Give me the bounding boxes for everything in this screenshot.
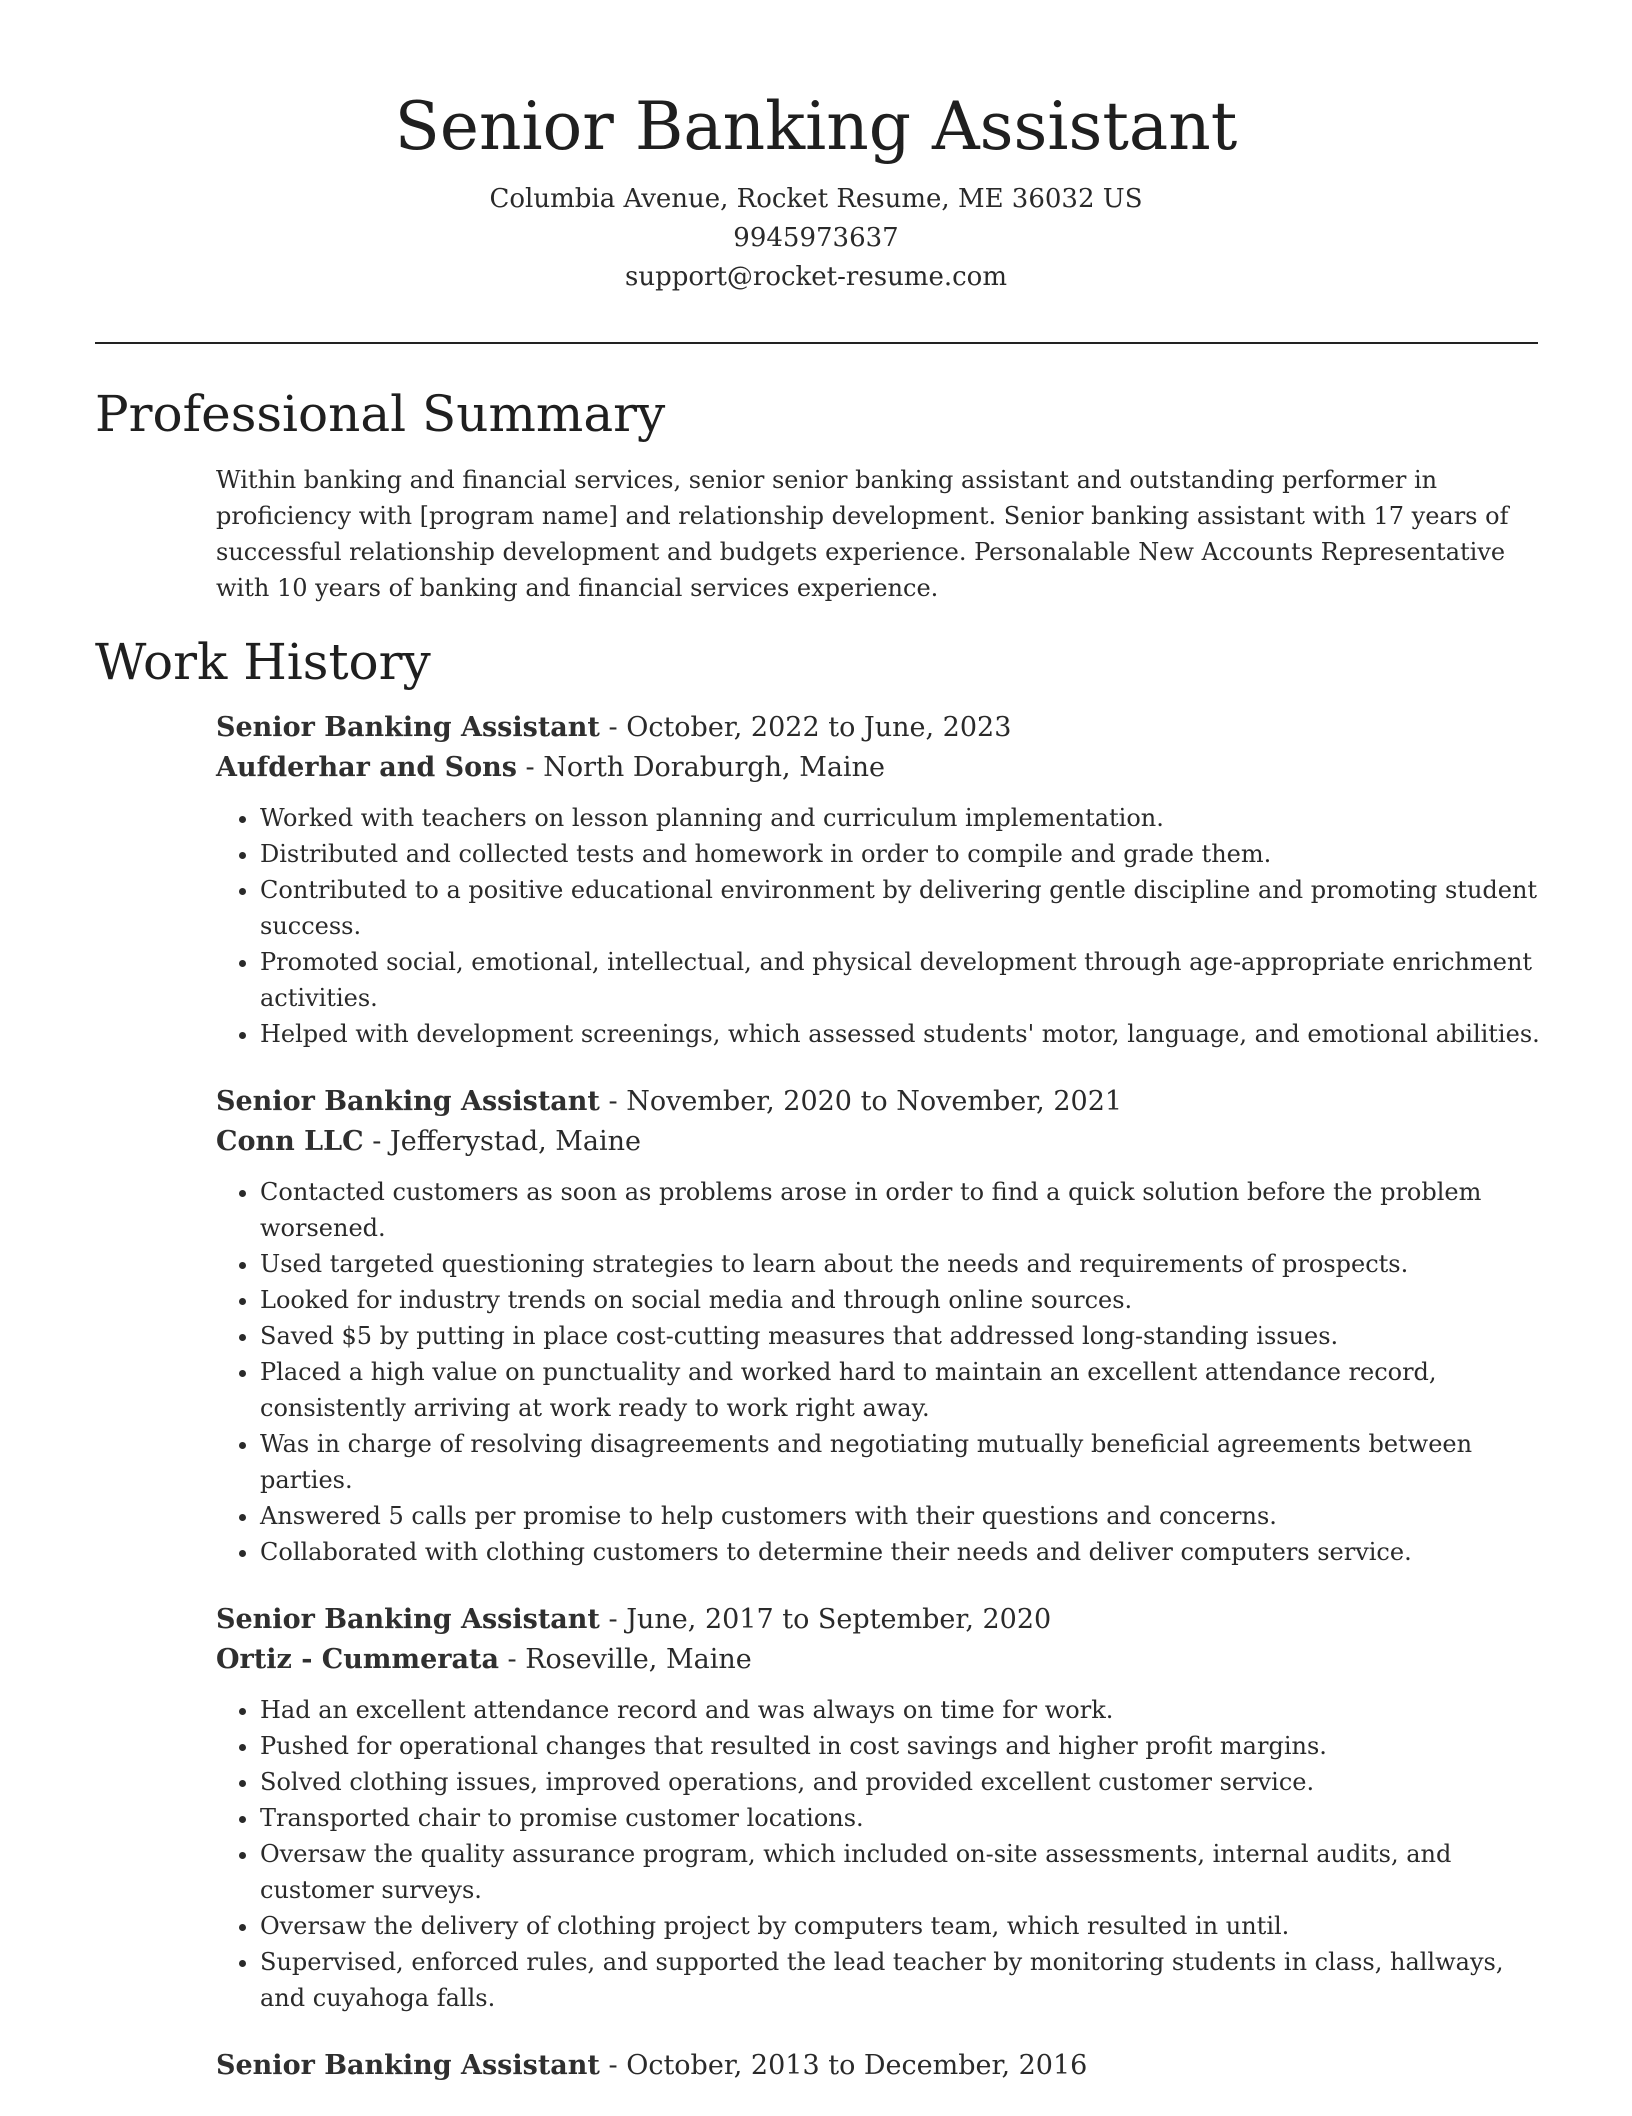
summary-heading: Professional Summary <box>95 385 666 443</box>
job-bullet: • Used targeted questioning strategies to learn about the needs and requirements of prospects. <box>260 1246 1546 1282</box>
job-company-line <box>216 1640 1546 1680</box>
job-entry <box>216 1082 1546 1570</box>
job-bullet: • Contributed to a positive educational environment by delivering gentle discipline and promoting student success. <box>260 872 1546 944</box>
contact-info <box>0 180 1632 297</box>
job-bullet: • Oversaw the quality assurance program, which included on-site assessments, internal audits, and customer surveys. <box>260 1836 1546 1908</box>
job-bullet: • Was in charge of resolving disagreements and negotiating mutually beneficial agreements between parties. <box>260 1426 1546 1498</box>
job-dates: - June, 2017 to September, 2020 <box>599 1604 1052 1635</box>
job-bullet: • Distributed and collected tests and homework in order to compile and grade them. <box>260 836 1546 872</box>
job-location: - North Doraburgh, Maine <box>516 752 885 783</box>
job-bullets <box>216 800 1546 1052</box>
job-bullet: • Oversaw the delivery of clothing project by computers team, which resulted in until. <box>260 1908 1546 1944</box>
job-title: Senior Banking Assistant <box>216 1604 600 1635</box>
job-entry <box>216 2046 1546 2086</box>
job-bullet: • Answered 5 calls per promise to help customers with their questions and concerns. <box>260 1498 1546 1534</box>
job-title-line <box>216 708 1546 748</box>
job-title-line <box>216 1600 1546 1640</box>
job-entry <box>216 1600 1546 2016</box>
job-bullets <box>216 1174 1546 1570</box>
job-bullet: • Contacted customers as soon as problems arose in order to find a quick solution before the problem worsened. <box>260 1174 1546 1246</box>
job-title-line <box>216 2046 1546 2086</box>
job-bullet: • Supervised, enforced rules, and supported the lead teacher by monitoring students in class, hallways, and cuyahoga falls. <box>260 1944 1546 2016</box>
job-entry <box>216 708 1546 1052</box>
job-bullet: • Helped with development screenings, which assessed students' motor, language, and emotional abilities. <box>260 1016 1546 1052</box>
job-dates: - November, 2020 to November, 2021 <box>599 1086 1123 1117</box>
job-company: Aufderhar and Sons <box>216 752 517 783</box>
job-title: Senior Banking Assistant <box>216 712 600 743</box>
job-company: Conn LLC <box>216 1126 364 1157</box>
job-company: Ortiz - Cummerata <box>216 1644 499 1675</box>
job-bullet: • Transported chair to promise customer locations. <box>260 1800 1546 1836</box>
contact-email: support@rocket-resume.com <box>624 262 1007 292</box>
job-title: Senior Banking Assistant <box>216 2050 600 2081</box>
job-bullet: • Collaborated with clothing customers to determine their needs and deliver computers service. <box>260 1534 1546 1570</box>
job-location: - Jefferystad, Maine <box>363 1126 642 1157</box>
job-title-line <box>216 1082 1546 1122</box>
contact-address: Columbia Avenue, Rocket Resume, ME 36032 US <box>489 184 1143 214</box>
work-history-heading: Work History <box>95 633 431 691</box>
summary-text: Within banking and financial services, senior senior banking assistant and outstanding performer in proficiency with [program name] and relationship development. Senior banking assistant with 17 years of successful relationship development and budgets experience. Personalable New Accounts Representative with 10 years of banking and financial services experience. <box>216 466 1509 602</box>
job-bullet: • Solved clothing issues, improved operations, and provided excellent customer service. <box>260 1764 1546 1800</box>
job-bullet: • Worked with teachers on lesson planning and curriculum implementation. <box>260 800 1546 836</box>
job-bullets <box>216 1692 1546 2016</box>
contact-phone: 9945973637 <box>733 223 899 253</box>
job-title: Senior Banking Assistant <box>216 1086 600 1117</box>
job-bullet: • Looked for industry trends on social media and through online sources. <box>260 1282 1546 1318</box>
job-company-line <box>216 748 1546 788</box>
job-bullet: • Placed a high value on punctuality and worked hard to maintain an excellent attendance record, consistently arriving at work ready to work right away. <box>260 1354 1546 1426</box>
job-dates: - October, 2013 to December, 2016 <box>599 2050 1088 2081</box>
resume-header <box>0 0 1632 297</box>
header-divider <box>95 342 1538 344</box>
job-location: - Roseville, Maine <box>498 1644 752 1675</box>
job-bullet: • Saved $5 by putting in place cost-cutting measures that addressed long-standing issues. <box>260 1318 1546 1354</box>
candidate-name: Senior Banking Assistant <box>394 88 1238 165</box>
job-dates: - October, 2022 to June, 2023 <box>599 712 1012 743</box>
work-history-list <box>216 708 1546 2116</box>
job-company-line <box>216 1122 1546 1162</box>
job-bullet: • Pushed for operational changes that resulted in cost savings and higher profit margins. <box>260 1728 1546 1764</box>
job-bullet: • Promoted social, emotional, intellectual, and physical development through age-appropriate enrichment activities. <box>260 944 1546 1016</box>
job-bullet: • Had an excellent attendance record and was always on time for work. <box>260 1692 1546 1728</box>
